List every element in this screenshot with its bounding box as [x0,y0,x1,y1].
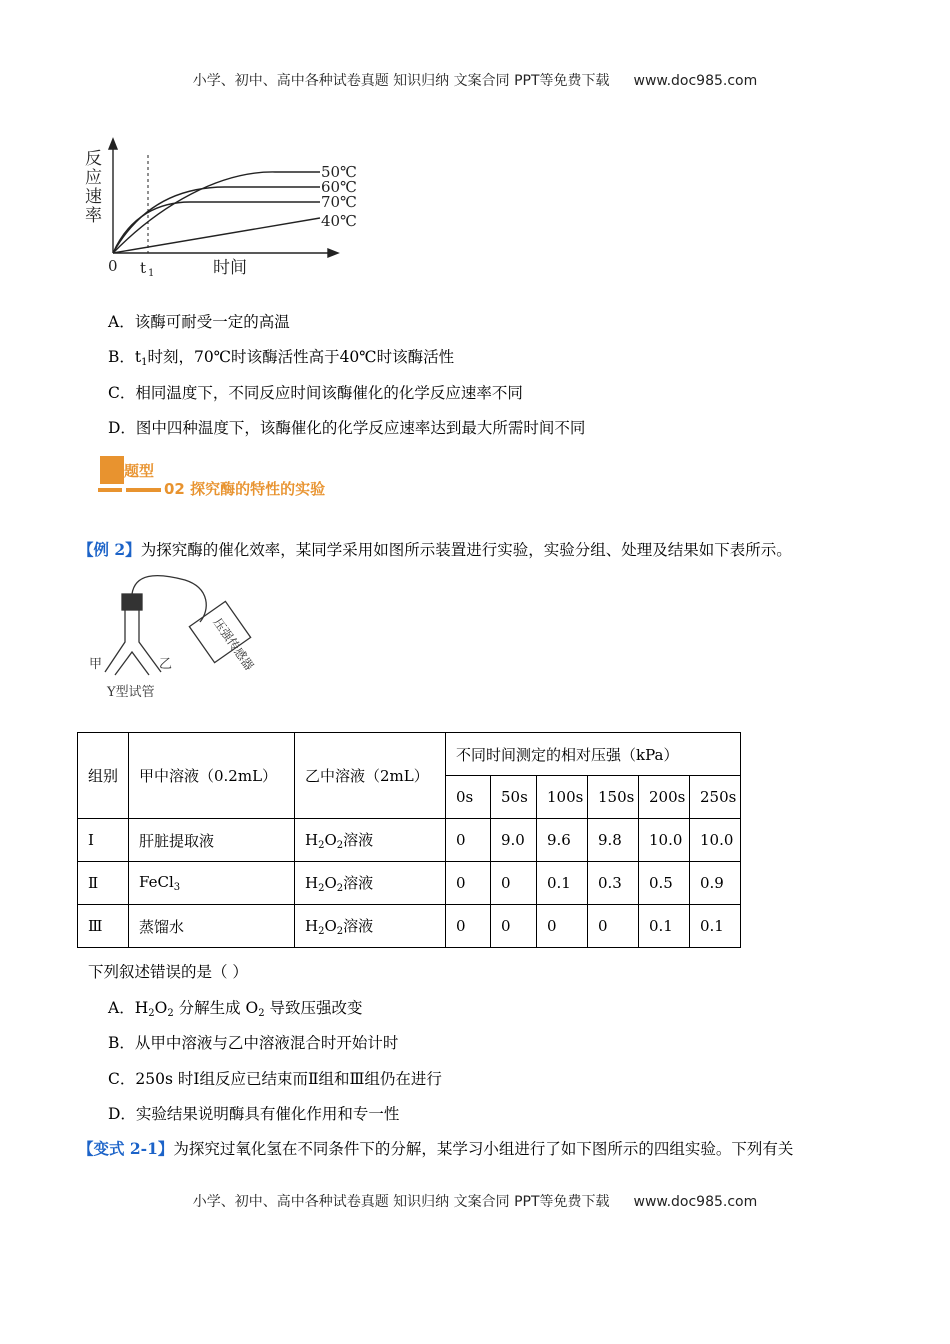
cell-value: 0 [588,905,639,948]
section-badge-text: 题型 [124,462,155,480]
cell-value: 0.9 [690,862,741,905]
th-time: 0s [446,776,491,819]
variant-2-1-stem [78,1137,793,1159]
cell-value: 0 [491,905,537,948]
variant-text: 为探究过氧化氢在不同条件下的分解，某学习小组进行了如下图所示的四组实验。下列有关 [173,1140,794,1158]
label-yi: 乙 [159,657,173,672]
cell-value: 0 [491,862,537,905]
y-axis-label: 反应速率 [85,149,102,226]
option-b-post: 时刻，70℃时该酶活性高于40℃时该酶活性 [147,348,455,366]
label-60c: 60℃ [321,178,357,196]
q2-option-a: A．$H_2O_2$ 分解生成 $O_2$ 导致压强改变 [108,999,363,1019]
tube-inner-fork [115,652,149,675]
tube-right-outer [139,610,161,672]
example2-tag: 【例 2】 [78,540,141,559]
cell-group: Ⅲ [78,905,129,948]
cell-value: 10.0 [639,819,690,862]
example2-text: 为探究酶的催化效率，某同学采用如图所示装置进行实验，实验分组、处理及结果如下表所示。 [140,541,792,559]
option-b-pre: B．t [108,348,142,366]
q2-option-b: B．从甲中溶液与乙中溶液混合时开始计时 [108,1034,399,1052]
label-sensor: 压强传感器 [210,615,257,673]
cell-value: 9.8 [588,819,639,862]
th-jia: 甲中溶液（0.2mL） [129,733,295,819]
results-table [77,732,741,948]
curve-50c [113,172,320,253]
section-underline-1 [98,488,122,492]
t1-label-base: t [140,259,147,277]
cell-jia: 蒸馏水 [129,905,295,948]
cell-yi: $H_2O_2$溶液 [295,819,446,862]
x-axis-arrow [328,249,338,257]
cell-group: Ⅱ [78,862,129,905]
cell-value: 0.3 [588,862,639,905]
q2-option-c: C．250s 时Ⅰ组反应已结束而Ⅱ组和Ⅲ组仍在进行 [108,1070,442,1088]
footer-text: 小学、初中、高中各种试卷真题 知识归纳 文案合同 PPT等免费下载 [192,1194,610,1210]
cell-group: Ⅰ [78,819,129,862]
cell-value: 0 [446,862,491,905]
stopper [122,594,142,610]
header-site-link[interactable]: www.doc985.com [633,73,758,89]
example2-stem [78,538,792,560]
cell-value: 0 [446,905,491,948]
option-a: A．该酶可耐受一定的高温 [108,313,290,331]
tube-left-outer [105,610,125,672]
reaction-rate-graph [80,135,380,285]
footer-site-link[interactable]: www.doc985.com [633,1194,758,1210]
section-title: 02 探究酶的特性的实验 [164,480,326,498]
curve-60c [113,187,320,253]
option-b-sub: 1 [141,357,148,368]
cell-value: 0.1 [537,862,588,905]
label-y-tube: Y型试管 [107,685,155,700]
cell-value: 0.1 [639,905,690,948]
header-text: 小学、初中、高中各种试卷真题 知识归纳 文案合同 PPT等免费下载 [192,73,610,89]
q2-option-d: D．实验结果说明酶具有催化作用和专一性 [108,1105,400,1123]
cell-value: 0.1 [690,905,741,948]
t1-label-sub: 1 [148,268,155,279]
sensor-wire [132,576,206,622]
cell-value: 0 [446,819,491,862]
q2-stem: 下列叙述错误的是（ ） [88,963,248,981]
option-d: D．图中四种温度下，该酶催化的化学反应速率达到最大所需时间不同 [108,419,586,437]
th-time: 250s [690,776,741,819]
y-axis-arrow [109,139,117,149]
th-yi: 乙中溶液（2mL） [295,733,446,819]
y-tube-apparatus [85,570,265,705]
th-time: 100s [537,776,588,819]
table-row [78,905,741,948]
label-50c: 50℃ [321,163,357,181]
table-row [78,819,741,862]
label-40c: 40℃ [321,212,357,230]
th-pressure: 不同时间测定的相对压强（kPa） [446,733,741,776]
page-footer [0,1191,950,1211]
cell-value: 10.0 [690,819,741,862]
table-row [78,862,741,905]
section-badge-block [100,456,124,484]
cell-jia: FeCl$_3$ [129,862,295,905]
section-underline-2 [126,488,161,492]
origin-label: 0 [108,257,118,275]
option-c: C．相同温度下，不同反应时间该酶催化的化学反应速率不同 [108,384,523,402]
cell-yi: $H_2O_2$溶液 [295,862,446,905]
th-time: 150s [588,776,639,819]
cell-value: 9.0 [491,819,537,862]
x-axis-label: 时间 [213,258,247,278]
cell-yi: $H_2O_2$溶液 [295,905,446,948]
variant-tag: 【变式 2-1】 [78,1139,174,1158]
cell-value: 9.6 [537,819,588,862]
th-time: 200s [639,776,690,819]
label-70c: 70℃ [321,193,357,211]
page-header [0,70,950,90]
cell-value: 0 [537,905,588,948]
option-b [108,345,454,368]
cell-jia: 肝脏提取液 [129,819,295,862]
th-time: 50s [491,776,537,819]
curve-70c [113,202,320,253]
label-jia: 甲 [89,657,103,672]
th-group: 组别 [78,733,129,819]
cell-value: 0.5 [639,862,690,905]
curve-40c [113,218,320,253]
